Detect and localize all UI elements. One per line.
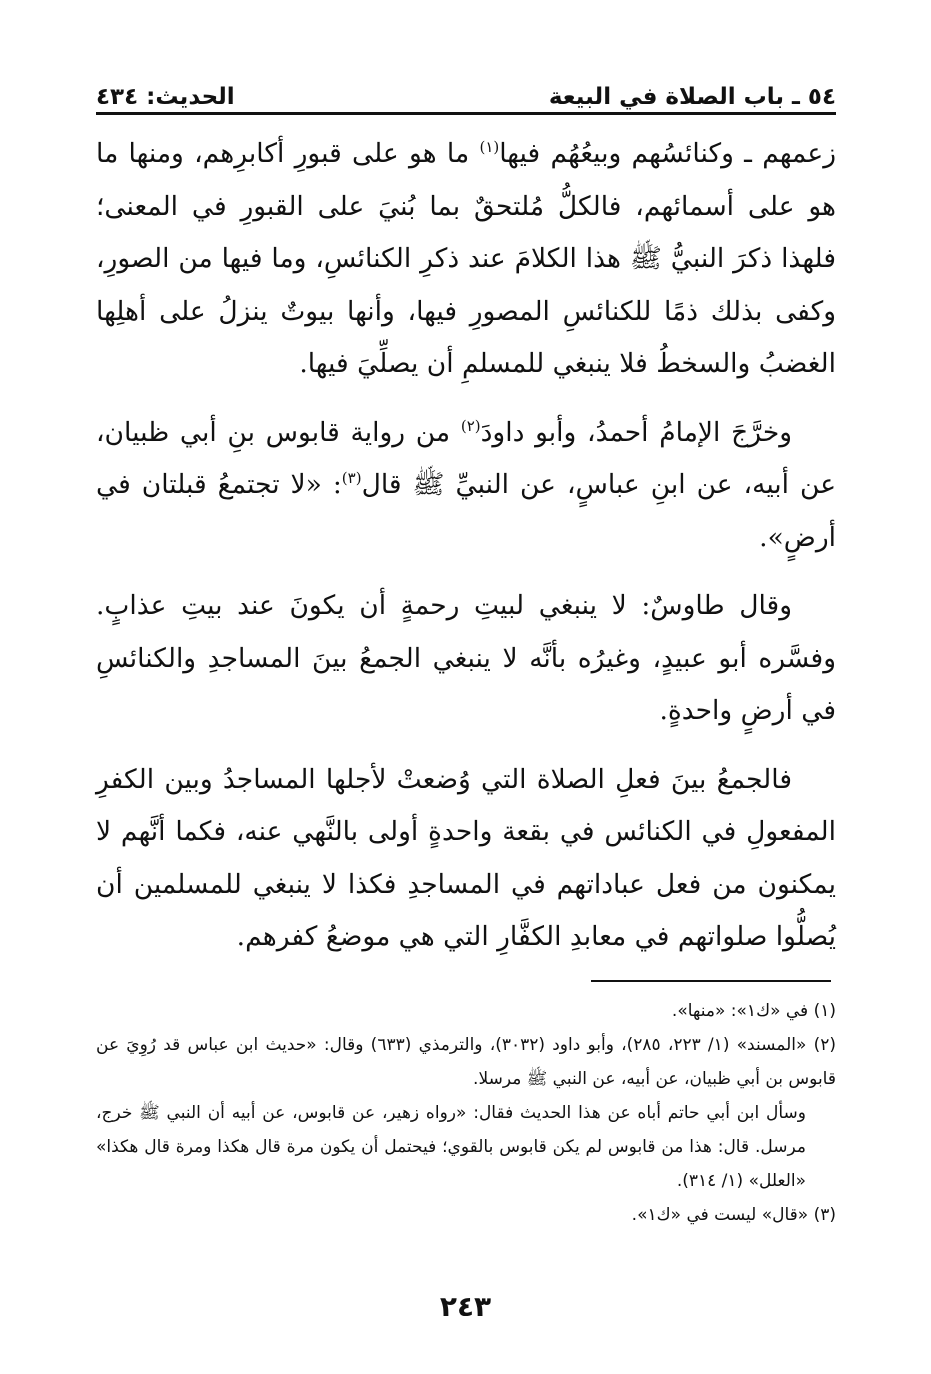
footnotes <box>96 994 836 1232</box>
footnote-marker-3[interactable]: (٣) <box>341 469 362 488</box>
hadith-reference: الحديث: ٤٣٤ <box>96 84 235 110</box>
paragraph-1: زعمهم ـ وكنائسُهم وبيعُهُم فيها$^{(١)}$ ما هو على قبورِ أكابرِهم، ومنها ما هو على أسمائهم، فالكلُّ مُلتحقٌ بما بُنيَ على القبورِ في المعنى؛ فلهذا ذكرَ النبيُّ ﷺ هذا الكلامَ عند ذكرِ الكنائسِ، وما فيها من الصورِ، وكفى بذلك ذمًا للكنائسِ المصورِ فيها، وأنها بيوتٌ ينزلُ على أهلِها الغضبُ والسخطُ فلا ينبغي للمسلمِ أن يصلِّيَ فيها. <box>96 138 836 379</box>
main-text <box>96 128 836 980</box>
paragraph-4: فالجمعُ بينَ فعلِ الصلاة التي وُضعتْ لأجلها المساجدُ وبين الكفرِ المفعولِ في الكنائس في بقعة واحدةٍ أولى بالنَّهي عنه، فكما أنَّهم لا يمكنون من فعل عباداتهم في المساجدِ فكذا لا ينبغي للمسلمين أن يُصلُّوا صلواتهم في معابدِ الكفَّارِ التي هي موضعُ كفرهم. <box>96 763 836 952</box>
paragraph-3: وقال طاوسٌ: لا ينبغي لبيتِ رحمةٍ أن يكونَ عند بيتِ عذابٍ. وفسَّره أبو عبيدٍ، وغيرُه بأنَّه لا ينبغي الجمعُ بينَ المساجدِ والكنائسِ في أرضٍ واحدةٍ. <box>96 590 836 726</box>
footnote-2-continued: وسأل ابن أبي حاتم أباه عن هذا الحديث فقال: «رواه زهير، عن قابوس، عن أبيه أن النبي ﷺ خرج، مرسل. قال: هذا من قابوس لم يكن قابوس بالقوي؛ فيحتمل أن يكون مرة قال هكذا ومرة قال هكذا» «العلل» (١/ ٣١٤). <box>96 1103 806 1191</box>
footnote-3: (٣) «قال» ليست في «ك١». <box>631 1205 836 1225</box>
header-divider <box>96 112 836 115</box>
footnote-marker-2[interactable]: (٢) <box>460 416 481 435</box>
footnote-divider <box>591 980 831 982</box>
footnote-1: (١) في «ك١»: «منها». <box>671 1001 836 1021</box>
paragraph-2: وخرَّجَ الإمامُ أحمدُ، وأبو داودَ$^{(٢)}$ من رواية قابوس بنِ أبي ظبيان، عن أبيه، عن ابنِ عباسٍ، عن النبيِّ ﷺ قال$^{(٣)}$: «لا تجتمعُ قبلتان في أرضٍ». <box>96 416 837 553</box>
footnote-marker-1[interactable]: (١) <box>479 138 500 157</box>
page-number: ٢٤٣ <box>439 1290 492 1323</box>
footnote-2: (٢) «المسند» (١/ ٢٢٣، ٢٨٥)، وأبو داود (٣٠٣٢)، والترمذي (٦٣٣) وقال: «حديث ابن عباس قد رُوِيَ عن قابوس بن أبي ظبيان، عن أبيه، عن النبي ﷺ مرسلا. <box>96 1035 837 1089</box>
chapter-title: ٥٤ ـ باب الصلاة في البيعة <box>548 84 836 110</box>
running-header <box>96 70 836 110</box>
